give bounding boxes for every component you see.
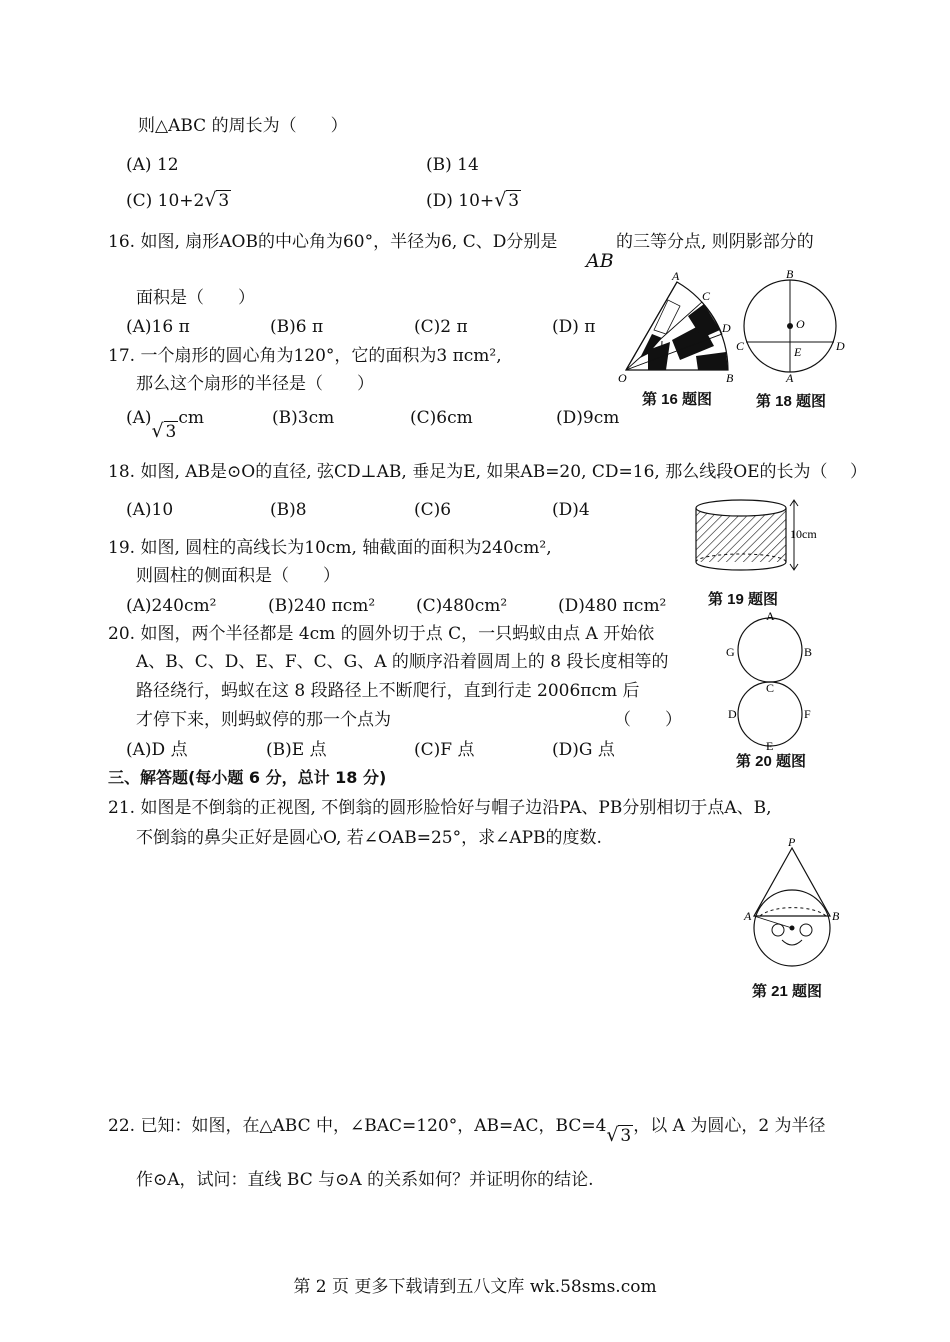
fig18-circle-diagram — [736, 267, 845, 385]
q20-line2: A、B、C、D、E、F、C、G、A 的顺序沿着圆周上的 8 段长度相等的 — [136, 652, 669, 672]
q17-option-a-radicand: 3 — [165, 422, 177, 442]
svg-text:A: A — [744, 909, 752, 923]
svg-text:A: A — [672, 269, 680, 283]
svg-text:D: D — [728, 707, 737, 721]
q16-arc-label: AB — [586, 250, 614, 272]
q18-option-d: (D)4 — [552, 500, 590, 520]
q16-option-c: (C)2 π — [414, 317, 468, 337]
q20-option-b: (B)E 点 — [266, 740, 327, 760]
svg-text:P: P — [788, 835, 796, 849]
q19-stem-line2: 则圆柱的侧面积是（ ） — [136, 566, 340, 586]
q15-option-a: (A) 12 — [126, 155, 179, 175]
svg-text:E: E — [766, 739, 774, 753]
fig21-caption: 第 21 题图 — [752, 983, 823, 1000]
q17-option-d: (D)9cm — [556, 408, 620, 428]
q16-option-a: (A)16 π — [126, 317, 190, 337]
svg-text:E: E — [794, 345, 802, 359]
q21-line2: 不倒翁的鼻尖正好是圆心O, 若∠OAB=25°，求∠APB的度数. — [136, 828, 602, 848]
q16-option-d: (D) π — [552, 317, 596, 337]
svg-text:F: F — [804, 707, 811, 721]
q21-line1: 21. 如图是不倒翁的正视图, 不倒翁的圆形脸恰好与帽子边沿PA、PB分别相切于点A、B, — [108, 798, 772, 818]
fig19-cylinder-diagram — [690, 496, 830, 576]
q15-option-d-radicand: 3 — [508, 191, 520, 211]
svg-text:B: B — [726, 371, 734, 385]
svg-text:C: C — [736, 339, 745, 353]
q15-option-d: (D) 10+√ 3 — [426, 191, 521, 211]
q19-option-d: (D)480 πcm² — [558, 596, 667, 616]
q17-option-a: (A)√ 3cm — [126, 408, 204, 428]
q15-option-c-radicand: 3 — [218, 191, 230, 211]
q22-line1: 22. 已知：如图，在△ABC 中，∠BAC=120°，AB=AC，BC=4√ 3 ，以 A 为圆心，2 为半径 — [108, 1116, 826, 1136]
q20-option-a: (A)D 点 — [126, 740, 188, 760]
q20-answer-paren: （ ） — [614, 710, 682, 730]
svg-text:D: D — [722, 321, 731, 335]
q20-line3: 路径绕行，蚂蚁在这 8 段路径上不断爬行，直到行走 2006πcm 后 — [136, 681, 640, 701]
q19-option-a: (A)240cm² — [126, 596, 217, 616]
q22-radicand: 3 — [620, 1126, 632, 1146]
svg-text:A: A — [786, 371, 794, 385]
fig16-caption: 第 16 题图 — [642, 391, 713, 408]
q17-option-c: (C)6cm — [410, 408, 473, 428]
q18-option-c: (C)6 — [414, 500, 452, 520]
q22-line2: 作⊙A，试问：直线 BC 与⊙A 的关系如何？并证明你的结论. — [136, 1170, 594, 1190]
svg-text:A: A — [766, 609, 775, 623]
section3-heading: 三、解答题(每小题 6 分，总计 18 分) — [108, 768, 387, 787]
fig16-sector-diagram — [618, 269, 738, 385]
fig21-tumbler-diagram — [740, 836, 840, 976]
fig19-caption: 第 19 题图 — [708, 591, 779, 608]
svg-text:C: C — [702, 289, 711, 303]
svg-text:G: G — [726, 645, 735, 659]
fig19-height-label: 10cm — [790, 527, 817, 541]
q18-option-b: (B)8 — [270, 500, 307, 520]
svg-text:B: B — [832, 909, 840, 923]
q15-option-b: (B) 14 — [426, 155, 479, 175]
q19-option-b: (B)240 πcm² — [268, 596, 376, 616]
svg-text:D: D — [836, 339, 845, 353]
svg-text:O: O — [796, 317, 805, 331]
q17-option-b: (B)3cm — [272, 408, 335, 428]
q18-stem: 18. 如图, AB是⊙O的直径, 弦CD⊥AB, 垂足为E, 如果AB=20, CD=16, 那么线段OE的长为（ ） — [108, 462, 867, 482]
svg-text:B: B — [786, 267, 794, 281]
q18-option-a: (A)10 — [126, 500, 174, 520]
q20-line4: 才停下来，则蚂蚁停的那一个点为 — [136, 710, 391, 730]
q16-stem-line1: 16. 如图, 扇形AOB的中心角为60°，半径为6, C、D分别是 — [108, 232, 558, 252]
q17-stem-line2: 那么这个扇形的半径是（ ） — [136, 374, 374, 394]
q15-stem: 则△ABC 的周长为（ ） — [138, 116, 348, 136]
q16-stem-line3: 面积是（ ） — [136, 288, 255, 308]
q20-option-d: (D)G 点 — [552, 740, 615, 760]
q20-option-c: (C)F 点 — [414, 740, 475, 760]
svg-text:B: B — [804, 645, 813, 659]
fig20-caption: 第 20 题图 — [736, 753, 807, 770]
q20-line1: 20. 如图，两个半径都是 4cm 的圆外切于点 C，一只蚂蚁由点 A 开始依 — [108, 624, 655, 644]
q17-stem-line1: 17. 一个扇形的圆心角为120°，它的面积为3 πcm², — [108, 346, 502, 366]
svg-text:C: C — [766, 681, 775, 695]
q15-option-c: (C) 10+2√ 3 — [126, 191, 231, 211]
page-footer: 第 2 页 更多下载请到五八文库 wk.58sms.com — [293, 1277, 657, 1297]
svg-text:O: O — [618, 371, 627, 385]
q16-stem-line2: 的三等分点, 则阴影部分的 — [616, 232, 814, 252]
fig20-tangent-circles-diagram — [726, 609, 816, 753]
q19-stem-line1: 19. 如图, 圆柱的高线长为10cm, 轴截面的面积为240cm², — [108, 538, 552, 558]
q16-option-b: (B)6 π — [270, 317, 324, 337]
q19-option-c: (C)480cm² — [416, 596, 508, 616]
fig18-caption: 第 18 题图 — [756, 393, 827, 410]
